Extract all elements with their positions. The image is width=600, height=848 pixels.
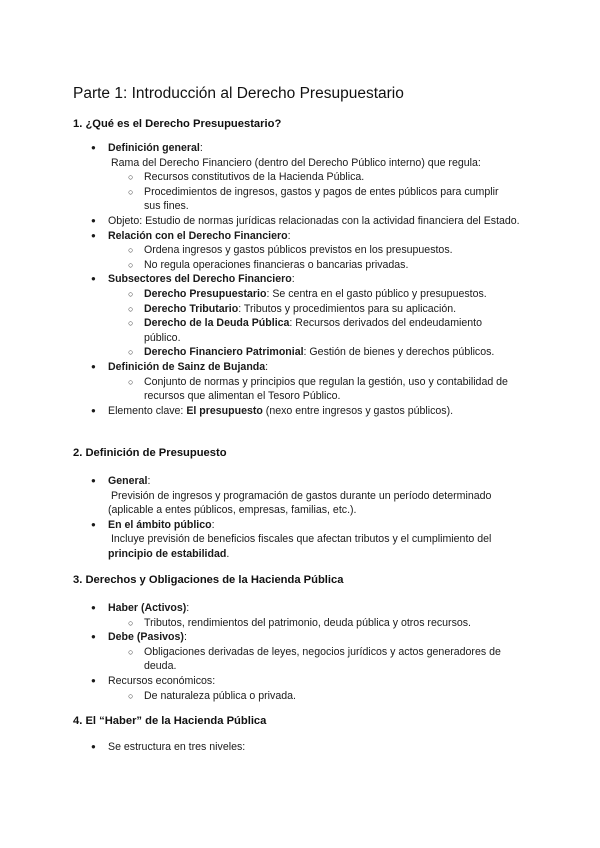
bullet-icon: ● xyxy=(91,143,96,152)
bullet-icon: ● xyxy=(91,742,96,751)
section-2-heading: 2. Definición de Presupuesto xyxy=(73,447,227,459)
section-1-body xyxy=(0,141,600,418)
circle-bullet-icon: ○ xyxy=(128,288,134,299)
bullet-icon: ● xyxy=(91,476,96,485)
list-item: ● Definición de Sainz de Bujanda: xyxy=(91,360,269,373)
section-4-body xyxy=(0,740,600,755)
section-4-heading: 4. El “Haber” de la Hacienda Pública xyxy=(73,715,267,727)
circle-bullet-icon: ○ xyxy=(128,318,134,329)
list-item: ● Se estructura en tres niveles: xyxy=(91,741,246,753)
bullet-icon: ● xyxy=(91,361,96,371)
circle-bullet-icon: ○ xyxy=(128,245,134,256)
bullet-icon: ● xyxy=(91,603,96,612)
section-1-heading: 1. ¿Qué es el Derecho Presupuestario? xyxy=(73,118,282,130)
sub-list-item: ○ Recursos constitutivos de la Hacienda Pública. xyxy=(128,171,365,184)
sub-list-item: ○ Obligaciones derivadas de leyes, negocios jurídicos y actos generadores de deuda. xyxy=(128,645,501,673)
presupuesto-general-text: Previsión de ingresos y programación de gastos durante un período determinado (aplicable a entes públicos, empresas, familias, etc.). xyxy=(108,489,492,517)
section-3-heading: 3. Derechos y Obligaciones de la Hacienda Pública xyxy=(73,574,344,586)
circle-bullet-icon: ○ xyxy=(128,172,134,183)
page-title: Parte 1: Introducción al Derecho Presupuestario xyxy=(73,85,404,102)
sub-list-item: ○ Procedimientos de ingresos, gastos y pagos de entes públicos para cumplir sus fines. xyxy=(128,185,499,213)
bullet-icon: ● xyxy=(91,215,96,225)
section-3-body xyxy=(0,601,600,703)
section-2-body xyxy=(0,474,600,562)
list-item: ● Subsectores del Derecho Financiero: xyxy=(91,273,295,286)
sub-list-item: ○ Conjunto de normas y principios que regulan la gestión, uso y contabilidad de recursos que alimentan el Tesoro Público. xyxy=(128,375,508,403)
circle-bullet-icon: ○ xyxy=(128,347,134,358)
bullet-icon: ● xyxy=(91,675,96,685)
list-item: ● General: xyxy=(91,475,151,487)
list-item: ● En el ámbito público: xyxy=(91,518,215,531)
circle-bullet-icon: ○ xyxy=(128,186,134,197)
bullet-icon: ● xyxy=(91,632,96,642)
circle-bullet-icon: ○ xyxy=(128,617,134,628)
list-item: ● Haber (Activos): xyxy=(91,602,190,614)
sub-list-item: ○ Derecho Presupuestario: Se centra en el gasto público y presupuestos. xyxy=(128,287,487,300)
list-item: ● Relación con el Derecho Financiero: xyxy=(91,229,291,242)
list-item: ● Objeto: Estudio de normas jurídicas relacionadas con la actividad financiera del Estado. xyxy=(91,214,520,227)
bullet-icon: ● xyxy=(91,519,96,529)
circle-bullet-icon: ○ xyxy=(128,303,134,314)
circle-bullet-icon: ○ xyxy=(128,259,134,270)
sub-list-item: ○ No regula operaciones financieras o bancarias privadas. xyxy=(128,258,409,271)
bullet-icon: ● xyxy=(91,274,96,284)
list-item: ● Definición general: xyxy=(91,142,203,154)
list-item: ● Elemento clave: El presupuesto (nexo entre ingresos y gastos públicos). xyxy=(91,404,454,417)
bullet-icon: ● xyxy=(91,230,96,240)
sub-list-item: ○ Tributos, rendimientos del patrimonio, deuda pública y otros recursos. xyxy=(128,616,471,629)
sub-list-item: ○ Ordena ingresos y gastos públicos previstos en los presupuestos. xyxy=(128,244,453,257)
circle-bullet-icon: ○ xyxy=(128,690,134,701)
definition-general-text: Rama del Derecho Financiero (dentro del Derecho Público interno) que regula: xyxy=(111,156,481,169)
list-item: ● Debe (Pasivos): xyxy=(91,631,187,644)
sub-list-item: ○ De naturaleza pública o privada. xyxy=(128,689,296,702)
circle-bullet-icon: ○ xyxy=(128,646,134,657)
list-item: ● Recursos económicos: xyxy=(91,674,216,687)
sub-list-item: ○ Derecho de la Deuda Pública: Recursos derivados del endeudamiento público. xyxy=(128,317,482,344)
definition-general-label: Definición general xyxy=(108,142,200,154)
sub-list-item: ○ Derecho Tributario: Tributos y procedimientos para su aplicación. xyxy=(128,302,457,315)
sub-list-item: ○ Derecho Financiero Patrimonial: Gestión de bienes y derechos públicos. xyxy=(128,346,495,359)
circle-bullet-icon: ○ xyxy=(128,376,134,387)
presupuesto-publico-text: Incluye previsión de beneficios fiscales que afectan tributos y el cumplimiento del principio de estabilidad. xyxy=(108,533,492,560)
bullet-icon: ● xyxy=(91,405,96,415)
